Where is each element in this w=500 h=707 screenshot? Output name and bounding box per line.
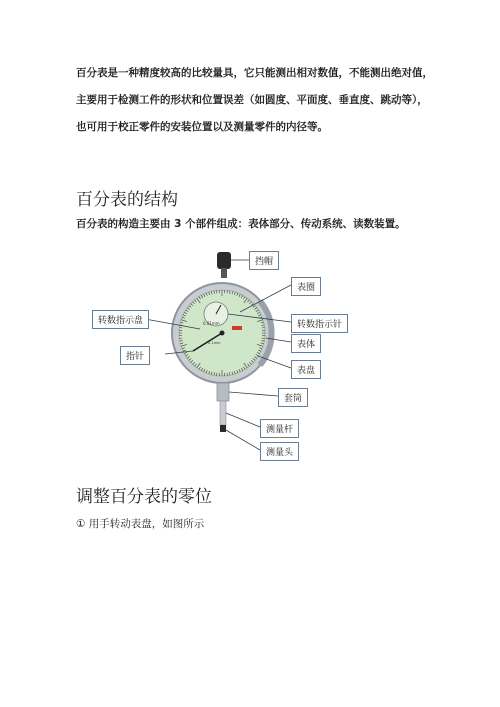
intro-line-3: 也可用于校正零件的安装位置以及测量零件的内径等。 xyxy=(76,121,328,133)
label-sleeve: 套筒 xyxy=(278,388,308,407)
label-turn-pointer: 转数指示针 xyxy=(291,314,348,333)
step-1-text: ① 用手转动表盘，如图所示 xyxy=(76,518,205,530)
label-cap: 挡帽 xyxy=(249,251,279,270)
cap-shape xyxy=(217,252,231,269)
intro-paragraph xyxy=(76,60,433,141)
dial-text-small: 0-1mm xyxy=(208,341,221,345)
label-pointer: 指针 xyxy=(120,346,150,365)
intro-line-1: 百分表是一种精度较高的比较量具，它只能测出相对数值，不能测出绝对值， xyxy=(76,67,433,79)
label-turn-dial: 转数指示盘 xyxy=(92,310,149,329)
section-text-structure: 百分表的构造主要由 3 个部件组成：表体部分、传动系统、读数装置。 xyxy=(76,218,406,230)
label-dial-plate: 表盘 xyxy=(291,360,321,379)
dial-text-top: 0.01mm xyxy=(203,321,220,326)
sleeve-shape xyxy=(217,383,229,401)
label-dial-circle: 表圈 xyxy=(291,277,321,296)
head-shape xyxy=(220,425,226,432)
label-body: 表体 xyxy=(291,334,321,353)
section-title-structure: 百分表的结构 xyxy=(76,190,178,210)
label-head: 测量头 xyxy=(260,442,299,461)
label-rod: 测量杆 xyxy=(260,419,299,438)
rod-shape xyxy=(220,401,226,425)
dial-indicator-figure xyxy=(90,246,360,462)
intro-line-2: 主要用于检测工件的形状和位置误差（如圆度、平面度、垂直度、跳动等）， xyxy=(76,94,428,106)
section-title-zero: 调整百分表的零位 xyxy=(76,487,212,507)
